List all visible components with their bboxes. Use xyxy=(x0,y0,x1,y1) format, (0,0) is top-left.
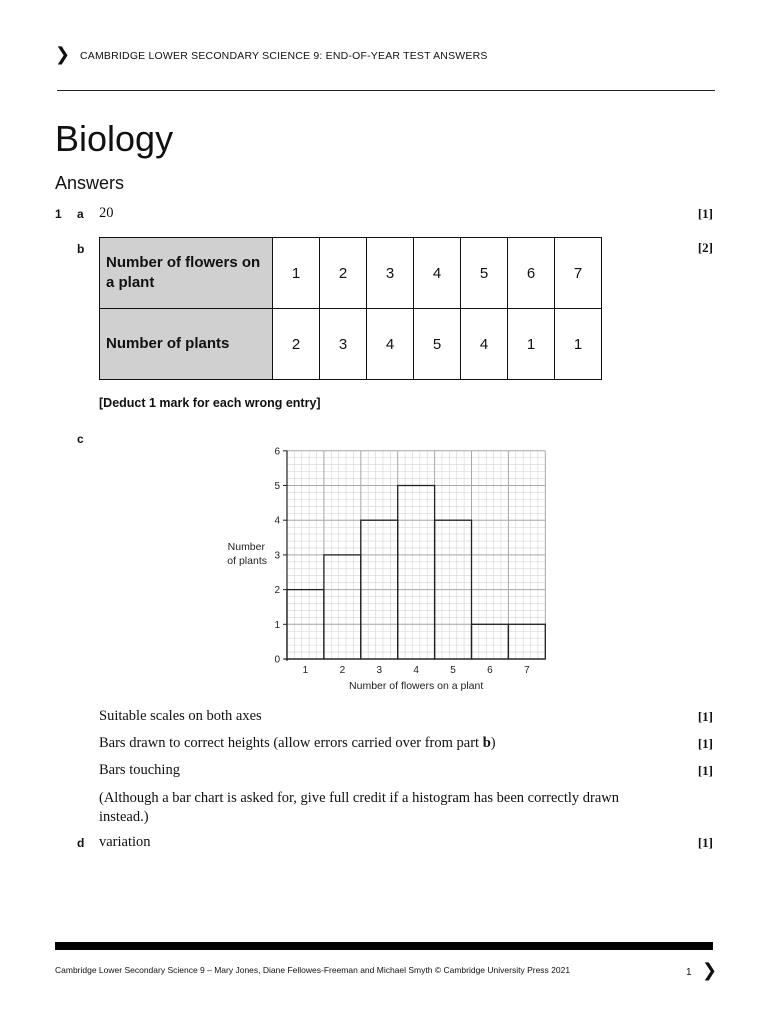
criterion-touching: Bars touching xyxy=(99,762,180,778)
table-cell: 5 xyxy=(461,238,508,309)
footer-bar xyxy=(55,942,713,950)
table-cell: 3 xyxy=(367,238,414,309)
table-cell: 1 xyxy=(273,238,320,309)
y-tick-label: 3 xyxy=(274,550,280,562)
part-b-label: b xyxy=(77,242,85,256)
frequency-table xyxy=(99,237,602,380)
part-c-label: c xyxy=(77,432,84,446)
part-d-answer: variation xyxy=(99,834,151,850)
chevron-right-icon: ❯ xyxy=(55,44,71,65)
table-cell: 2 xyxy=(273,309,320,380)
part-b-mark: [2] xyxy=(697,240,713,255)
y-axis-title-line1: Number xyxy=(227,540,265,553)
bar-6 xyxy=(472,624,509,659)
footer-copyright: Cambridge Lower Secondary Science 9 – Mary Jones, Diane Fellowes-Freeman and Michael Smyth © Cambridge University Press 2021 xyxy=(55,965,571,975)
table-cell: 4 xyxy=(367,309,414,380)
bar-7 xyxy=(508,624,545,659)
chart-bars xyxy=(287,486,545,660)
section-subtitle: Answers xyxy=(55,173,125,193)
table-cell: 1 xyxy=(555,309,602,380)
page-title: Biology xyxy=(55,118,174,159)
y-tick-label: 0 xyxy=(274,654,280,666)
y-tick-label: 2 xyxy=(274,585,280,597)
x-tick-label: 3 xyxy=(376,665,383,676)
y-tick-label: 6 xyxy=(274,446,280,458)
x-tick-label: 1 xyxy=(302,665,309,676)
row-header-plants: Number of plants xyxy=(100,309,273,380)
chart-axes xyxy=(283,451,545,661)
criterion-heights-close: ) xyxy=(490,735,496,751)
histogram-note: (Although a bar chart is asked for, give full credit if a histogram has been correctly drawn instead.) xyxy=(99,790,620,825)
y-tick-label: 4 xyxy=(274,515,280,527)
running-header: CAMBRIDGE LOWER SECONDARY SCIENCE 9: END-OF-YEAR TEST ANSWERS xyxy=(80,50,488,62)
y-axis-title-line2: of plants xyxy=(227,554,267,567)
table-cell: 7 xyxy=(555,238,602,309)
chevron-right-icon: ❯ xyxy=(702,960,718,981)
x-tick-label: 6 xyxy=(487,665,493,676)
table-row xyxy=(100,238,602,309)
part-a-answer: 20 xyxy=(99,205,114,221)
table-cell: 4 xyxy=(461,309,508,380)
criterion-heights-mark: [1] xyxy=(697,736,713,751)
criterion-scales-mark: [1] xyxy=(697,709,713,724)
question-number: 1 xyxy=(55,207,62,221)
criterion-heights xyxy=(99,735,496,752)
part-d-mark: [1] xyxy=(697,835,713,850)
bar-4 xyxy=(398,486,435,660)
criterion-heights-part-ref: b xyxy=(482,735,491,751)
row-header-flowers: Number of flowers on a plant xyxy=(100,238,273,309)
table-row xyxy=(100,309,602,380)
table-cell: 6 xyxy=(508,238,555,309)
criterion-touching-mark: [1] xyxy=(697,763,713,778)
part-a-label: a xyxy=(77,207,84,221)
table-cell: 4 xyxy=(414,238,461,309)
criterion-scales: Suitable scales on both axes xyxy=(99,708,262,724)
bar-chart xyxy=(215,442,555,694)
part-d-label: d xyxy=(77,836,85,850)
x-tick-label: 7 xyxy=(524,665,530,676)
part-a-mark: [1] xyxy=(697,206,713,221)
x-tick-label: 2 xyxy=(339,665,346,676)
table-cell: 2 xyxy=(320,238,367,309)
page-number: 1 xyxy=(686,967,692,978)
criterion-heights-text: Bars drawn to correct heights (allow errors carried over from part xyxy=(99,735,483,751)
bar-2 xyxy=(324,555,361,659)
chart-labels xyxy=(227,446,530,692)
header-rule xyxy=(57,90,715,91)
deduct-note: [Deduct 1 mark for each wrong entry] xyxy=(99,396,321,410)
table-cell: 1 xyxy=(508,309,555,380)
table-cell: 3 xyxy=(320,309,367,380)
x-tick-label: 4 xyxy=(413,665,419,676)
y-tick-label: 5 xyxy=(274,481,280,492)
y-tick-label: 1 xyxy=(274,619,280,631)
table-cell: 5 xyxy=(414,309,461,380)
x-tick-label: 5 xyxy=(450,665,456,676)
x-axis-title: Number of flowers on a plant xyxy=(349,680,484,692)
